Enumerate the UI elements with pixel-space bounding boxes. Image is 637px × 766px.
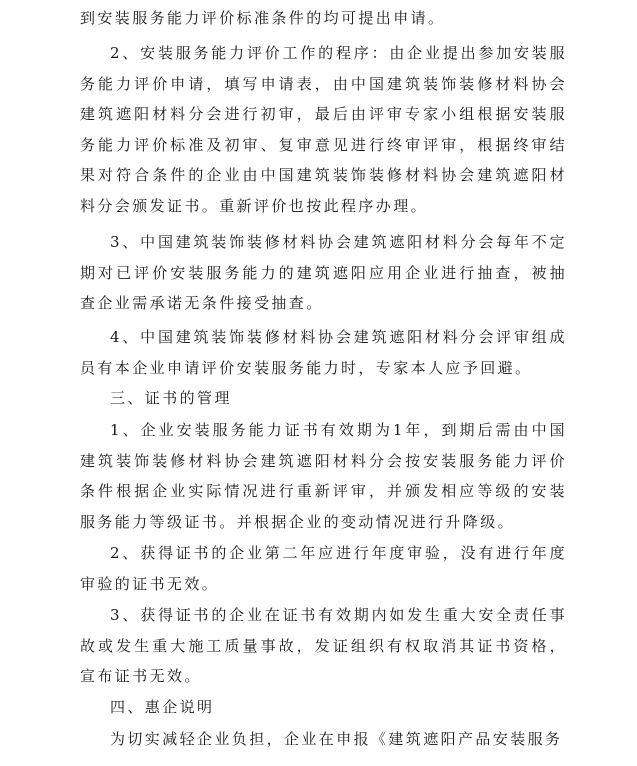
paragraph-spot-check: 3、中国建筑装饰装修材料协会建筑遮阳材料分会每年不定期对已评价安装服务能力的建筑遮阳应用企业进行抽查，被抽查企业需承诺无条件接受抽查。 (80, 233, 567, 312)
paragraph-procedure: 2、安装服务能力评价工作的程序：由企业提出参加安装服务能力评价申请，填写申请表，由中国建筑装饰装修材料协会建筑遮阳材料分会进行初审，最后由评审专家小组根据安装服务能力评价标准及初审、复审意见进行终审评审，根据终审结果对符合条件的企业由中国建筑装饰装修材料协会建筑遮阳材料分会颁发证书。重新评价也按此程序办理。 (80, 44, 567, 215)
section-heading-benefits: 四、惠企说明 (110, 698, 215, 716)
paragraph-recusal: 4、中国建筑装饰装修材料协会建筑遮阳材料分会评审组成员有本企业申请评价安装服务能力时，专家本人应予回避。 (80, 328, 567, 377)
paragraph-continuation: 到安装服务能力评价标准条件的均可提出申请。 (80, 9, 446, 27)
paragraph-validity: 1、企业安装服务能力证书有效期为1年，到期后需由中国建筑装饰装修材料协会建筑遮阳材料分会按安装服务能力评价条件根据企业实际情况进行重新评审，并颁发相应等级的安装服务能力等级证书。并根据企业的变动情况进行升降级。 (80, 421, 567, 531)
paragraph-revocation: 3、获得证书的企业在证书有效期内如发生重大安全责任事故或发生重大施工质量事故，发证组织有权取消其证书资格，宣布证书无效。 (80, 606, 567, 685)
section-heading-certificate-management: 三、证书的管理 (110, 389, 232, 407)
paragraph-annual-review: 2、获得证书的企业第二年应进行年度审验，没有进行年度审验的证书无效。 (80, 544, 567, 593)
paragraph-benefits: 为切实减轻企业负担，企业在申报《建筑遮阳产品安装服务 (110, 730, 563, 748)
